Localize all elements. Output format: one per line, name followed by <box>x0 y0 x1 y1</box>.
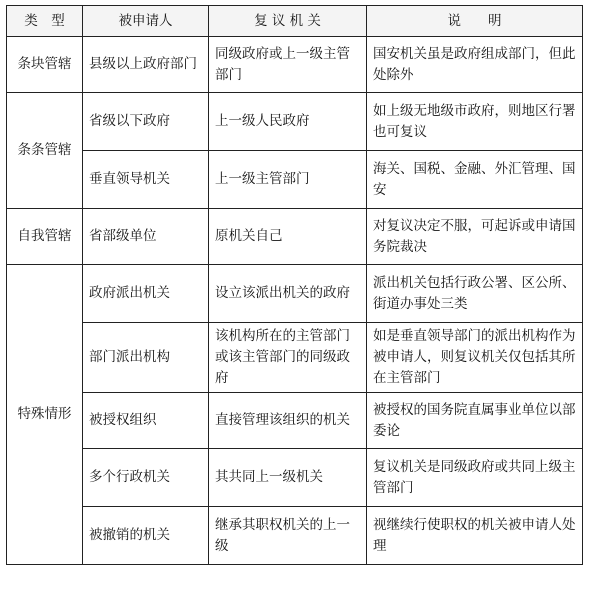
review-org-cell: 其共同上一级机关 <box>209 449 367 507</box>
note-cell: 派出机关包括行政公署、区公所、街道办事处三类 <box>367 265 583 323</box>
table-row <box>7 449 583 507</box>
category-cell: 条块管辖 <box>7 37 83 93</box>
table-row <box>7 151 583 209</box>
review-org-cell: 继承其职权机关的上一级 <box>209 507 367 565</box>
category-cell: 自我管辖 <box>7 209 83 265</box>
respondent-cell: 多个行政机关 <box>83 449 209 507</box>
review-org-cell: 该机构所在的主管部门或该主管部门的同级政府 <box>209 323 367 393</box>
table-row <box>7 507 583 565</box>
header-type: 类 型 <box>7 6 83 37</box>
respondent-cell: 被撤销的机关 <box>83 507 209 565</box>
note-cell: 复议机关是同级政府或共同上级主管部门 <box>367 449 583 507</box>
header-note: 说 明 <box>367 6 583 37</box>
respondent-cell: 部门派出机构 <box>83 323 209 393</box>
note-cell: 被授权的国务院直属事业单位以部委论 <box>367 393 583 449</box>
respondent-cell: 被授权组织 <box>83 393 209 449</box>
review-org-cell: 上一级主管部门 <box>209 151 367 209</box>
respondent-cell: 省级以下政府 <box>83 93 209 151</box>
table-row <box>7 265 583 323</box>
note-cell: 国安机关虽是政府组成部门，但此处除外 <box>367 37 583 93</box>
table-header-row <box>7 6 583 37</box>
respondent-cell: 省部级单位 <box>83 209 209 265</box>
review-jurisdiction-table-container <box>6 5 583 565</box>
respondent-cell: 政府派出机关 <box>83 265 209 323</box>
note-cell: 如是垂直领导部门的派出机构作为被申请人，则复议机关仅包括其所在主管部门 <box>367 323 583 393</box>
respondent-cell: 县级以上政府部门 <box>83 37 209 93</box>
table-row <box>7 209 583 265</box>
table-row <box>7 393 583 449</box>
table-row <box>7 323 583 393</box>
review-org-cell: 直接管理该组织的机关 <box>209 393 367 449</box>
review-jurisdiction-table <box>6 5 583 565</box>
note-cell: 对复议决定不服，可起诉或申请国务院裁决 <box>367 209 583 265</box>
review-org-cell: 上一级人民政府 <box>209 93 367 151</box>
note-cell: 海关、国税、金融、外汇管理、国安 <box>367 151 583 209</box>
review-org-cell: 同级政府或上一级主管部门 <box>209 37 367 93</box>
category-cell: 特殊情形 <box>7 265 83 565</box>
table-row <box>7 93 583 151</box>
review-org-cell: 设立该派出机关的政府 <box>209 265 367 323</box>
category-cell: 条条管辖 <box>7 93 83 209</box>
table-row <box>7 37 583 93</box>
note-cell: 视继续行使职权的机关被申请人处理 <box>367 507 583 565</box>
header-review-org: 复 议 机 关 <box>209 6 367 37</box>
header-respondent: 被申请人 <box>83 6 209 37</box>
respondent-cell: 垂直领导机关 <box>83 151 209 209</box>
note-cell: 如上级无地级市政府，则地区行署也可复议 <box>367 93 583 151</box>
review-org-cell: 原机关自己 <box>209 209 367 265</box>
